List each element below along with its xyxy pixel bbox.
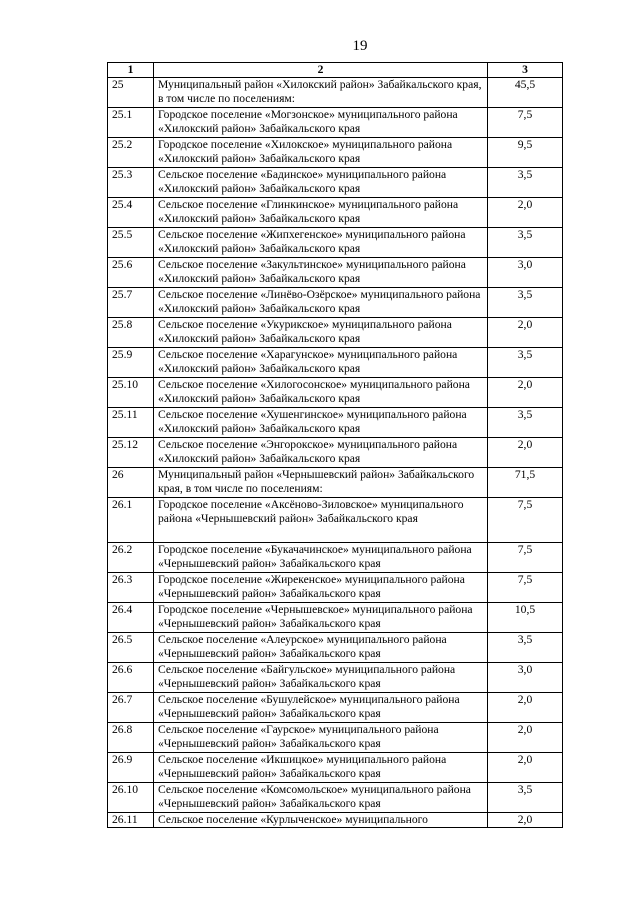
row-number: 26.3 — [108, 573, 154, 603]
settlement-name: Городское поселение «Букачачинское» муниципального района «Чернышевский район» Забайкальского края — [154, 543, 488, 573]
table-row — [108, 813, 563, 828]
settlement-name: Муниципальный район «Чернышевский район» Забайкальского края, в том числе по поселениям: — [154, 468, 488, 498]
page-number: 19 — [352, 38, 368, 54]
row-number: 26.5 — [108, 633, 154, 663]
table-row — [108, 498, 563, 543]
row-number: 25.12 — [108, 438, 154, 468]
table-row — [108, 663, 563, 693]
table-row — [108, 318, 563, 348]
column-header-number: 1 — [108, 63, 154, 78]
settlement-name: Сельское поселение «Хушенгинское» муниципального района «Хилокский район» Забайкальского края — [154, 408, 488, 438]
settlement-name: Сельское поселение «Энгорокское» муниципального района «Хилокский район» Забайкальского края — [154, 438, 488, 468]
table-row — [108, 543, 563, 573]
row-number: 26.4 — [108, 603, 154, 633]
settlement-name: Городское поселение «Могзонское» муниципального района «Хилокский район» Забайкальского края — [154, 108, 488, 138]
table-row — [108, 168, 563, 198]
allocation-value: 9,5 — [488, 138, 563, 168]
allocation-table — [107, 62, 563, 828]
row-number: 26.1 — [108, 498, 154, 543]
row-number: 26.6 — [108, 663, 154, 693]
settlement-name: Городское поселение «Чернышевское» муниципального района «Чернышевский район» Забайкальского края — [154, 603, 488, 633]
settlement-name: Сельское поселение «Глинкинское» муниципального района «Хилокский район» Забайкальского края — [154, 198, 488, 228]
row-number: 25.11 — [108, 408, 154, 438]
table-row — [108, 78, 563, 108]
allocation-value: 7,5 — [488, 573, 563, 603]
settlement-name: Сельское поселение «Жипхегенское» муниципального района «Хилокский район» Забайкальского края — [154, 228, 488, 258]
allocation-value: 3,0 — [488, 663, 563, 693]
settlement-name: Муниципальный район «Хилокский район» Забайкальского края, в том числе по поселениям: — [154, 78, 488, 108]
row-number: 25.4 — [108, 198, 154, 228]
row-number: 25.9 — [108, 348, 154, 378]
settlement-name: Городское поселение «Жирекенское» муниципального района «Чернышевский район» Забайкальского края — [154, 573, 488, 603]
row-number: 26 — [108, 468, 154, 498]
allocation-value: 3,5 — [488, 633, 563, 663]
table-row — [108, 228, 563, 258]
table-row — [108, 693, 563, 723]
column-header-value: 3 — [488, 63, 563, 78]
row-number: 25.1 — [108, 108, 154, 138]
table-row — [108, 378, 563, 408]
table-row — [108, 723, 563, 753]
settlement-name: Сельское поселение «Укурикское» муниципального района «Хилокский район» Забайкальского края — [154, 318, 488, 348]
settlement-name: Городское поселение «Аксёново-Зиловское» муниципального района «Чернышевский район» Забайкальского края — [154, 498, 488, 543]
table-row — [108, 408, 563, 438]
row-number: 26.11 — [108, 813, 154, 828]
settlement-name: Сельское поселение «Курлыченское» муниципального — [154, 813, 488, 828]
settlement-name: Сельское поселение «Гаурское» муниципального района «Чернышевский район» Забайкальского края — [154, 723, 488, 753]
row-number: 25 — [108, 78, 154, 108]
allocation-value: 7,5 — [488, 108, 563, 138]
table-row — [108, 573, 563, 603]
table-row — [108, 198, 563, 228]
row-number: 25.6 — [108, 258, 154, 288]
allocation-value: 3,5 — [488, 348, 563, 378]
table-row — [108, 603, 563, 633]
table-row — [108, 138, 563, 168]
row-number: 26.2 — [108, 543, 154, 573]
row-number: 25.5 — [108, 228, 154, 258]
allocation-value: 3,5 — [488, 228, 563, 258]
settlement-name: Сельское поселение «Линёво-Озёрское» муниципального района «Хилокский район» Забайкальского края — [154, 288, 488, 318]
settlement-name: Городское поселение «Хилокское» муниципального района «Хилокский район» Забайкальского края — [154, 138, 488, 168]
table-body — [108, 78, 563, 828]
allocation-value: 45,5 — [488, 78, 563, 108]
allocation-value: 2,0 — [488, 723, 563, 753]
allocation-value: 10,5 — [488, 603, 563, 633]
allocation-value: 3,5 — [488, 408, 563, 438]
allocation-value: 2,0 — [488, 753, 563, 783]
table-row — [108, 468, 563, 498]
table-row — [108, 753, 563, 783]
row-number: 26.10 — [108, 783, 154, 813]
settlement-name: Сельское поселение «Бадинское» муниципального района «Хилокский район» Забайкальского края — [154, 168, 488, 198]
allocation-value: 2,0 — [488, 813, 563, 828]
allocation-value: 3,5 — [488, 168, 563, 198]
settlement-name: Сельское поселение «Харагунское» муниципального района «Хилокский район» Забайкальского края — [154, 348, 488, 378]
table-row — [108, 438, 563, 468]
allocation-value: 2,0 — [488, 318, 563, 348]
allocation-value: 2,0 — [488, 693, 563, 723]
settlement-name: Сельское поселение «Хилогосонское» муниципального района «Хилокский район» Забайкальского края — [154, 378, 488, 408]
table-row — [108, 258, 563, 288]
column-header-name: 2 — [154, 63, 488, 78]
allocation-value: 2,0 — [488, 438, 563, 468]
row-number: 25.7 — [108, 288, 154, 318]
allocation-value: 2,0 — [488, 378, 563, 408]
allocation-value: 7,5 — [488, 498, 563, 543]
row-number: 26.7 — [108, 693, 154, 723]
settlement-name: Сельское поселение «Байгульское» муниципального района «Чернышевский район» Забайкальского края — [154, 663, 488, 693]
row-number: 26.8 — [108, 723, 154, 753]
row-number: 25.3 — [108, 168, 154, 198]
row-number: 26.9 — [108, 753, 154, 783]
allocation-value: 3,0 — [488, 258, 563, 288]
row-number: 25.8 — [108, 318, 154, 348]
table-row — [108, 348, 563, 378]
table-row — [108, 108, 563, 138]
allocation-value: 7,5 — [488, 543, 563, 573]
allocation-value: 71,5 — [488, 468, 563, 498]
settlement-name: Сельское поселение «Икшицкое» муниципального района «Чернышевский район» Забайкальского края — [154, 753, 488, 783]
allocation-value: 3,5 — [488, 288, 563, 318]
table-row — [108, 633, 563, 663]
settlement-name: Сельское поселение «Закультинское» муниципального района «Хилокский район» Забайкальского края — [154, 258, 488, 288]
table-header-row — [108, 63, 563, 78]
settlement-name: Сельское поселение «Бушулейское» муниципального района «Чернышевский район» Забайкальского края — [154, 693, 488, 723]
table-row — [108, 783, 563, 813]
settlement-name: Сельское поселение «Комсомольское» муниципального района «Чернышевский район» Забайкальского края — [154, 783, 488, 813]
settlement-name: Сельское поселение «Алеурское» муниципального района «Чернышевский район» Забайкальского края — [154, 633, 488, 663]
row-number: 25.2 — [108, 138, 154, 168]
allocation-value: 2,0 — [488, 198, 563, 228]
row-number: 25.10 — [108, 378, 154, 408]
allocation-value: 3,5 — [488, 783, 563, 813]
table-row — [108, 288, 563, 318]
